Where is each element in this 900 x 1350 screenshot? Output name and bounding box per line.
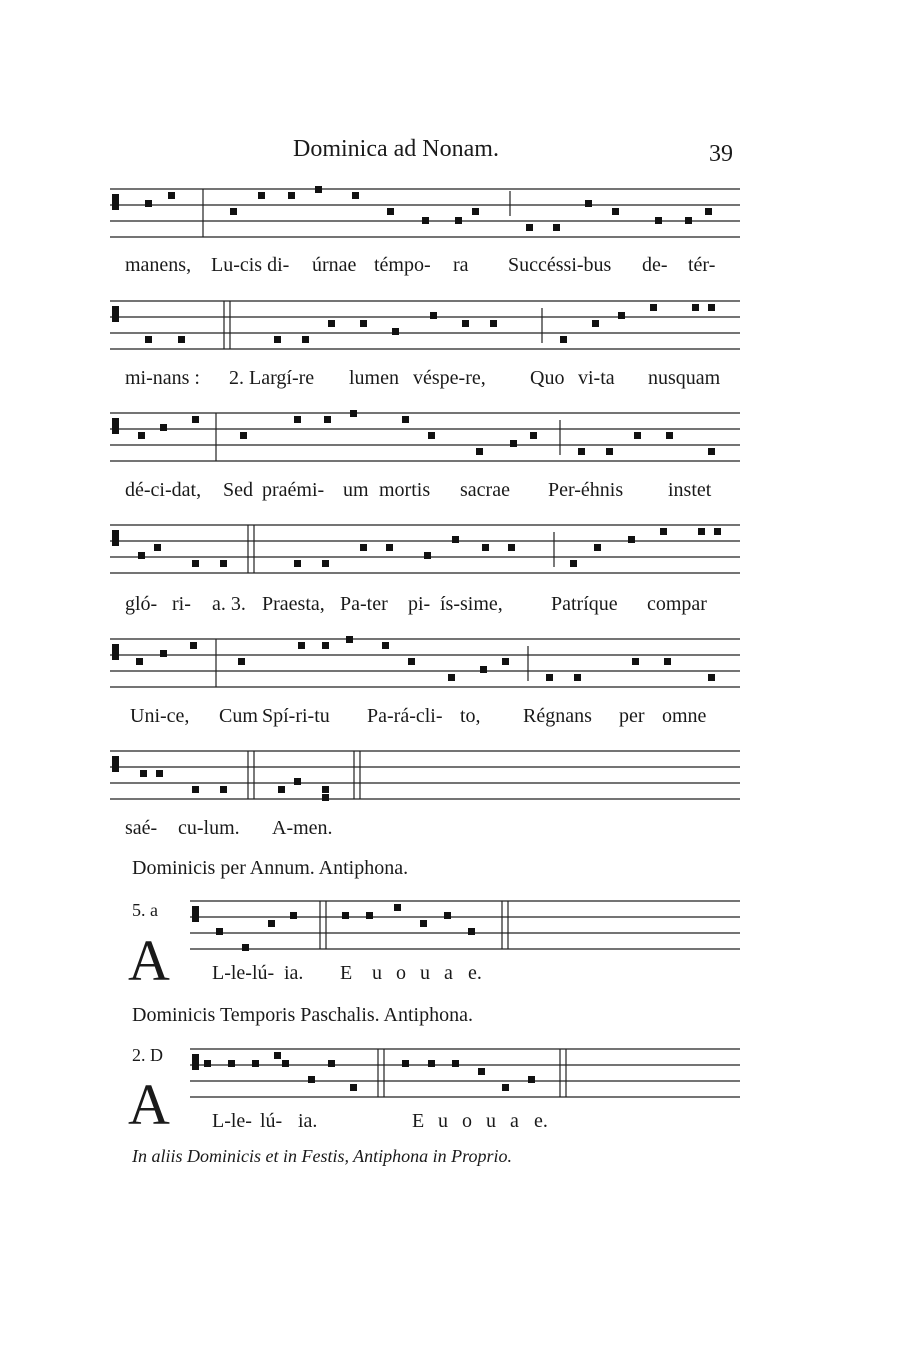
syllable: ra [453,254,469,276]
syllable: u [372,962,382,984]
antiphon-heading-2: Dominicis Temporis Paschalis. Antiphona. [132,1004,473,1026]
syllable: de- [642,254,668,276]
syllable: o [462,1110,472,1132]
syllable: u [438,1110,448,1132]
mode-label-2: 2. D [132,1045,163,1065]
staff-notation [110,748,740,808]
drop-initial-1: A [128,928,170,993]
syllable: Spí-ri-tu [262,705,330,727]
antiphon-lyric-2 [212,1110,712,1136]
mode-label-1: 5. a [132,900,158,920]
syllable: um [343,479,369,501]
syllable: omne [662,705,707,727]
syllable: gló- [125,593,158,615]
staff-notation [110,298,740,358]
syllable: véspe-re, [413,367,486,389]
footnote: In aliis Dominicis et in Festis, Antiphona in Proprio. [132,1146,512,1166]
syllable: ia. [298,1110,318,1132]
syllable: Per-éhnis [548,479,624,501]
syllable: L-le- [212,1110,252,1132]
chant-staff-3 [110,410,740,470]
chant-staff-4 [110,522,740,582]
drop-initial-2: A [128,1072,170,1137]
antiphon-lyric-1 [212,962,712,988]
syllable: Pa-rá-cli- [367,705,443,727]
syllable: u [420,962,430,984]
staff-notation [110,410,740,470]
lyric-line-4 [110,593,740,619]
syllable: ri- [172,593,191,615]
syllable: nusquam [648,367,721,389]
syllable: témpo- [374,254,431,276]
syllable: Pa-ter [340,593,388,615]
syllable: 2. Largí-re [229,367,315,389]
chant-staff-1 [110,186,740,246]
syllable: saé- [125,817,158,839]
syllable: lumen [349,367,399,389]
syllable: u [486,1110,496,1132]
syllable: praémi- [262,479,325,501]
lyric-line-5 [110,705,740,731]
syllable: Succéssi-bus [508,254,612,276]
staff-notation [190,1046,740,1106]
syllable: o [396,962,406,984]
page-number: 39 [709,141,733,167]
syllable: Uni-ce, [130,705,190,727]
syllable: ís-sime, [440,593,503,615]
syllable: Patríque [551,593,618,615]
syllable: sacrae [460,479,510,501]
page-title: Dominica ad Nonam. [293,136,499,162]
syllable: lú- [260,1110,283,1132]
syllable: instet [668,479,712,501]
syllable: Sed [223,479,253,501]
syllable: E [412,1110,425,1132]
lyric-line-2 [110,367,740,393]
antiphon-heading-1: Dominicis per Annum. Antiphona. [132,857,409,879]
syllable: e. [468,962,482,984]
syllable: mi-nans : [125,367,200,389]
syllable: to, [460,705,481,727]
syllable: mortis [379,479,431,501]
chant-staff-antiphon-1 [190,898,740,958]
syllable: a. 3. [212,593,246,615]
syllable: vi-ta [578,367,615,389]
syllable: ia. [284,962,304,984]
syllable: Cum [219,705,258,727]
syllable: per [619,705,645,727]
chant-staff-6 [110,748,740,808]
syllable: pi- [408,593,431,615]
lyric-line-3 [110,479,740,505]
syllable: dé-ci-dat, [125,479,202,501]
staff-notation [110,186,740,246]
syllable: tér- [688,254,716,276]
syllable: Quo [530,367,565,389]
staff-notation [110,636,740,696]
syllable: Régnans [523,705,592,727]
syllable: úrnae [312,254,357,276]
syllable: cu-lum. [178,817,240,839]
syllable: E [340,962,353,984]
lyric-line-1 [110,254,740,280]
syllable: manens, [125,254,192,276]
syllable: a [444,962,453,984]
syllable: Praesta, [262,593,325,615]
chant-staff-5 [110,636,740,696]
syllable: compar [647,593,707,615]
staff-notation [190,898,740,958]
lyric-line-6 [110,817,740,843]
syllable: A-men. [272,817,333,839]
syllable: Lu-cis di- [211,254,290,276]
staff-notation [110,522,740,582]
chant-staff-2 [110,298,740,358]
chant-staff-antiphon-2 [190,1046,740,1106]
syllable: a [510,1110,519,1132]
syllable: e. [534,1110,548,1132]
syllable: L-le-lú- [212,962,275,984]
